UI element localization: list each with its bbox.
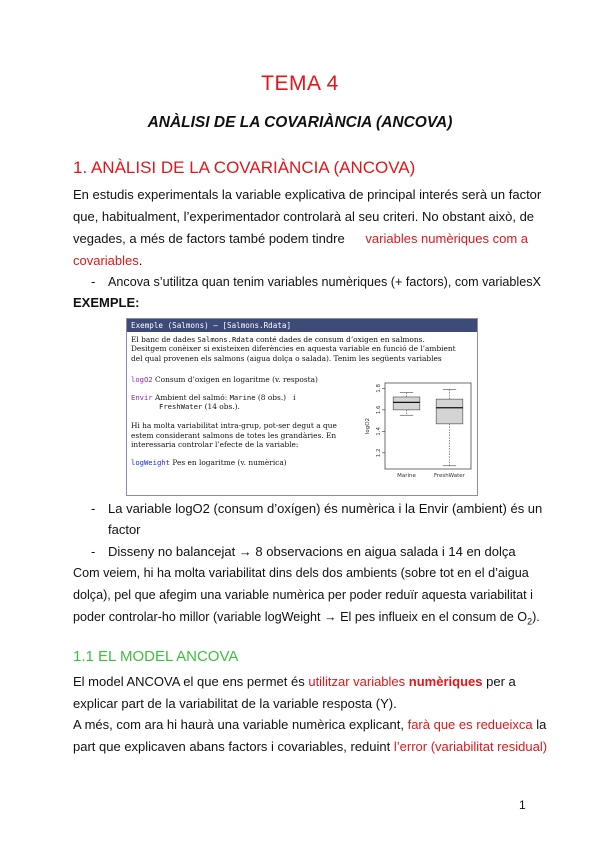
- bullet-dash: -: [91, 544, 96, 559]
- paragraph-line: [73, 606, 540, 633]
- example-label: EXEMPLE:: [73, 295, 140, 310]
- text-span: vegades, a més de factors també podem tindre: [73, 231, 345, 246]
- highlight-text: variables numèriques com a: [365, 231, 528, 246]
- boxplot-chart: [363, 377, 475, 489]
- text-span: conté dades de consum d’oxigen en salmons.: [255, 335, 425, 344]
- subscript: 2: [527, 616, 533, 627]
- variable-name: Envir: [131, 392, 153, 402]
- example-line: Desitgem conèixer si existeixen diferències en aquesta variable en funció de l’ambient: [131, 344, 456, 354]
- paragraph-line: que, habitualment, l’experimentador controlarà al seu criteri. No obstant això, de: [73, 209, 535, 224]
- highlight-text: utilitzar variables: [308, 674, 406, 689]
- highlight-text: l’error (variabilitat residual): [393, 739, 548, 754]
- y-axis-label: logO2: [365, 417, 371, 435]
- text-span: A més, com ara hi haurà una variable numèrica explicant,: [73, 717, 404, 732]
- text-span: i: [293, 392, 296, 402]
- text-span: El model ANCOVA el que ens permet és: [73, 674, 305, 689]
- variable-name: logWeight: [131, 457, 170, 467]
- bullet-item: Disseny no balancejat → 8 observacions en aigua salada i 14 en dolça: [108, 544, 516, 559]
- paragraph-line: En estudis experimentals la variable explicativa de principal interés serà un factor: [73, 187, 542, 202]
- example-line: [131, 335, 473, 344]
- text-span: (14 obs.).: [204, 402, 240, 412]
- text-span: El banc de dades: [131, 335, 195, 344]
- boxplot-layer: [365, 383, 471, 479]
- variable-desc: Consum d’oxigen en logaritme (v. resposta): [155, 375, 318, 385]
- example-line: interessaria controlar l’efecte de la variable:: [131, 440, 299, 450]
- x-tick-label: FreshWater: [434, 473, 465, 479]
- x-tick-label: Marine: [397, 473, 416, 479]
- text-span: (8 obs.): [257, 392, 287, 402]
- level-name: Marine: [229, 392, 256, 402]
- code-span: Salmons.Rdata: [197, 335, 254, 344]
- text-span: per a: [486, 674, 516, 689]
- y-tick-label: 1.6: [376, 405, 382, 415]
- paragraph-line: [73, 736, 547, 758]
- highlight-text: farà que es redueixca: [407, 717, 533, 732]
- text-span: ).: [532, 610, 540, 624]
- paragraph-line: [73, 671, 516, 693]
- section-heading-1-1: 1.1 EL MODEL ANCOVA: [73, 648, 239, 665]
- paragraph-line: dolça), pel que afegim una variable numèrica per poder reduïr aquesta variabilitat i: [73, 588, 533, 602]
- page-number: 1: [519, 798, 526, 812]
- page-subtitle: ANÀLISI DE LA COVARIÀNCIA (ANCOVA): [147, 114, 453, 131]
- paragraph-line: [73, 714, 546, 736]
- box-marine: [393, 397, 420, 410]
- box-freshwater: [436, 399, 463, 424]
- section-heading-1: 1. ANÀLISI DE LA COVARIÀNCIA (ANCOVA): [73, 158, 416, 177]
- example-box: [126, 318, 478, 496]
- y-tick-label: 1.8: [376, 384, 382, 393]
- example-header: Exemple (Salmons) — [Salmons.Rdata]: [127, 319, 477, 332]
- bullet-item-continued: factor: [108, 522, 141, 537]
- text-span: poder controlar-ho millor (variable logWeight → El pes influeix en el consum de O: [73, 610, 528, 624]
- y-tick-label: 1.2: [376, 448, 382, 458]
- variable-desc: Pes en logaritme (v. numèrica): [172, 457, 287, 467]
- bullet-dash: -: [91, 274, 96, 289]
- example-line: del qual provenen els salmons (aigua dolça o salada). Tenim les següents variables: [131, 353, 442, 363]
- bullet-item: La variable logO2 (consum d’oxígen) és numèrica i la Envir (ambient) és un: [108, 501, 543, 516]
- text-span: .: [138, 253, 143, 268]
- example-line: Hi ha molta variabilitat intra-grup, pot-ser degut a que: [131, 421, 337, 431]
- paragraph-line: [73, 228, 528, 250]
- bullet-item: Ancova s’utilitza quan tenim variables numèriques (+ factors), com variablesX: [108, 275, 541, 289]
- paragraph-line: Com veiem, hi ha molta variabilitat dins dels dos ambients (sobre tot en el d’aigua: [73, 566, 529, 580]
- bullet-dash: -: [91, 501, 96, 516]
- page-title: TEMA 4: [261, 72, 339, 95]
- text-span: part que explicaven abans factors i covariables, reduint: [73, 739, 391, 754]
- highlight-text: covariables: [73, 253, 139, 268]
- spacer: [131, 363, 473, 375]
- text-span: la: [536, 717, 547, 732]
- paragraph-line: explicar part de la variabilitat de la variable resposta (Y).: [73, 696, 397, 711]
- variable-name: logO2: [131, 375, 153, 385]
- example-line: estem considerant salmons de totes les grandàries. En: [131, 430, 337, 440]
- plot-frame: [385, 383, 471, 469]
- highlight-bold-text: numèriques: [408, 674, 483, 689]
- paragraph-line: [73, 250, 142, 272]
- level-name: FreshWater: [159, 402, 203, 412]
- y-tick-label: 1.4: [376, 427, 382, 436]
- variable-desc: Ambient del salmó:: [155, 392, 228, 402]
